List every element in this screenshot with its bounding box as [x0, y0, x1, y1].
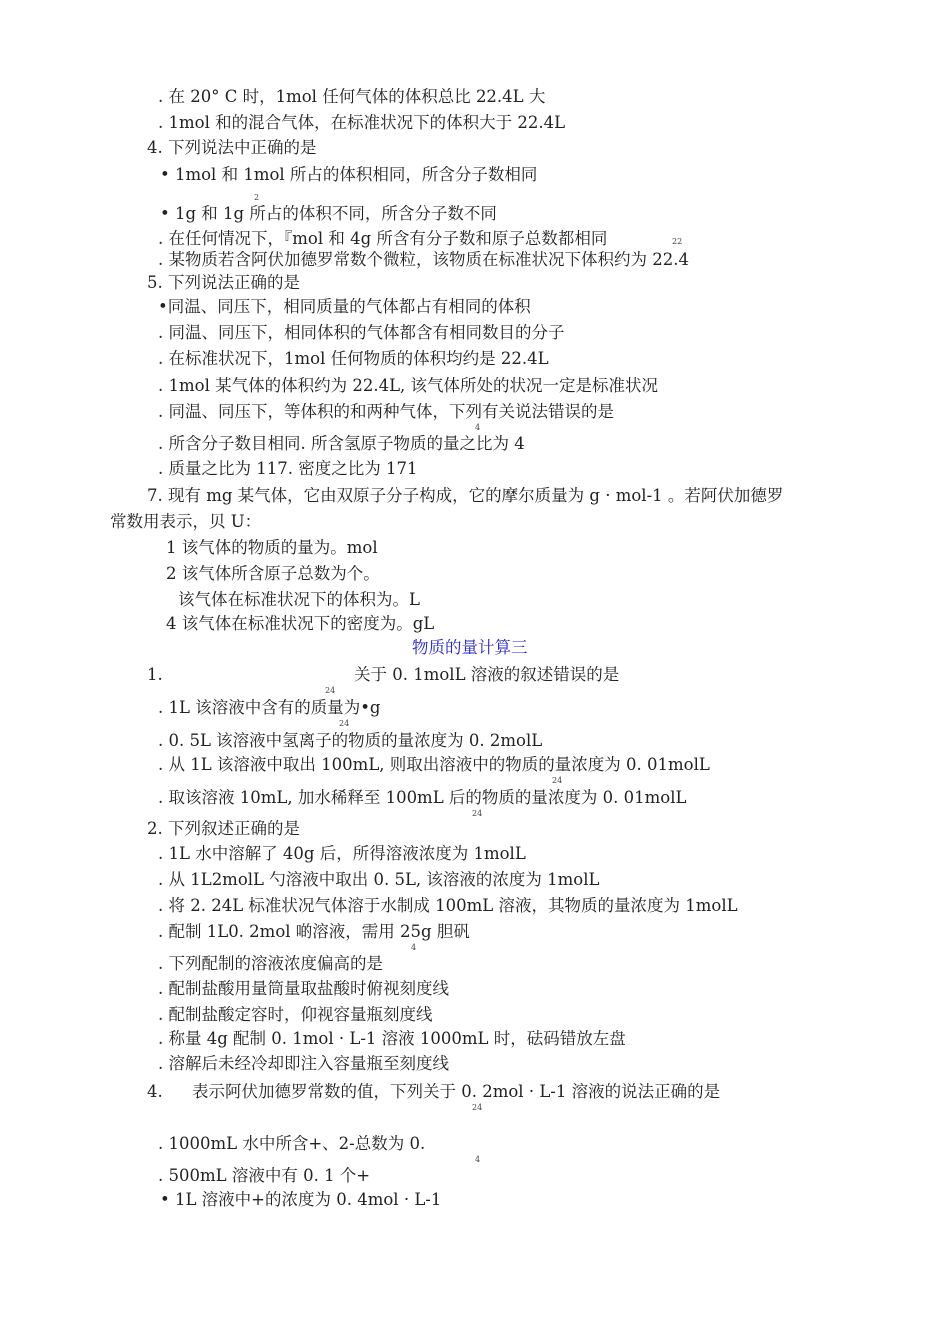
- text-line: . 某物质若含阿伏加德罗常数个微粒，该物质在标准状况下体积约为 22.4: [158, 250, 689, 269]
- text-line: . 1L 该溶液中含有的质量为•g: [158, 698, 381, 717]
- question-heading: 4. 下列说法中正确的是: [147, 138, 317, 157]
- question-number: 4.: [147, 1082, 163, 1101]
- superscript: 4: [411, 943, 417, 952]
- question-number: 1.: [147, 665, 163, 684]
- superscript: 22: [672, 237, 683, 246]
- superscript: 24: [552, 776, 563, 785]
- question-heading: 关于 0. 1molL 溶液的叙述错误的是: [354, 665, 620, 684]
- question-heading: 2. 下列叙述正确的是: [147, 819, 300, 838]
- text-line: • 1g 和 1g 所占的体积不同，所含分子数不同: [160, 204, 497, 223]
- text-line: 常数用表示，贝 U：: [110, 512, 262, 531]
- text-line: . 1mol 和的混合气体，在标准状况下的体积大于 22.4L: [158, 113, 566, 132]
- text-line: . 同温、同压下，相同体积的气体都含有相同数目的分子: [158, 323, 565, 342]
- text-line: . 下列配制的溶液浓度偏高的是: [158, 954, 383, 973]
- text-line: . 配制盐酸定容时，仰视容量瓶刻度线: [158, 1005, 433, 1024]
- superscript: 24: [339, 719, 350, 728]
- text-line: . 溶解后未经冷却即注入容量瓶至刻度线: [158, 1054, 449, 1073]
- text-line: . 从 1L2molL 勺溶液中取出 0. 5L, 该溶液的浓度为 1molL: [158, 870, 600, 889]
- text-line: • 1L 溶液中+的浓度为 0. 4mol · L-1: [160, 1190, 442, 1209]
- text-line: . 1mol 某气体的体积约为 22.4L, 该气体所处的状况一定是标准状况: [158, 376, 659, 395]
- superscript: 24: [325, 686, 336, 695]
- text-line: . 1000mL 水中所含+、2-总数为 0.: [158, 1134, 426, 1153]
- text-line: . 称量 4g 配制 0. 1mol · L-1 溶液 1000mL 时，砝码错放左盘: [158, 1029, 626, 1048]
- text-line: •同温、同压下，相同质量的气体都占有相同的体积: [158, 297, 531, 316]
- text-line: 4 该气体在标准状况下的密度为。gL: [166, 614, 435, 633]
- question-heading: 5. 下列说法正确的是: [147, 273, 300, 292]
- question-heading: 7. 现有 mg 某气体，它由双原子分子构成，它的摩尔质量为 g · mol-1 。若阿伏加德罗: [147, 486, 784, 505]
- superscript: 2: [254, 193, 260, 202]
- text-line: • 1mol 和 1mol 所占的体积相同，所含分子数相同: [160, 165, 538, 184]
- superscript: 4: [475, 423, 481, 432]
- superscript: 4: [475, 1155, 481, 1164]
- text-line: . 取该溶液 10mL, 加水稀释至 100mL 后的物质的量浓度为 0. 01molL: [158, 788, 687, 807]
- superscript: 24: [472, 809, 483, 818]
- text-line: . 配制盐酸用量筒量取盐酸时俯视刻度线: [158, 979, 449, 998]
- text-line: . 500mL 溶液中有 0. 1 个+: [158, 1166, 371, 1185]
- section-title: 物质的量计算三: [412, 638, 528, 657]
- text-line: . 配制 1L0. 2mol 啲溶液，需用 25g 胆矾: [158, 922, 470, 941]
- question-heading: 表示阿伏加德罗常数的值，下列关于 0. 2mol · L-1 溶液的说法正确的是: [192, 1082, 721, 1101]
- text-line: . 在标准状况下，1mol 任何物质的体积均约是 22.4L: [158, 349, 549, 368]
- text-line: . 将 2. 24L 标准状况气体溶于水制成 100mL 溶液，其物质的量浓度为 1molL: [158, 896, 738, 915]
- text-line: . 质量之比为 117. 密度之比为 171: [158, 459, 418, 478]
- text-line: . 同温、同压下，等体积的和两种气体，下列有关说法错误的是: [158, 402, 614, 421]
- text-line: . 在任何情况下，『mol 和 4g 所含有分子数和原子总数都相同: [158, 229, 608, 248]
- text-line: . 从 1L 该溶液中取出 100mL, 则取出溶液中的物质的量浓度为 0. 01molL: [158, 755, 710, 774]
- text-line: 2 该气体所含原子总数为个。: [166, 564, 380, 583]
- text-line: . 所含分子数目相同. 所含氢原子物质的量之比为 4: [158, 434, 525, 453]
- superscript: 24: [472, 1103, 483, 1112]
- text-line: . 0. 5L 该溶液中氢离子的物质的量浓度为 0. 2molL: [158, 731, 543, 750]
- text-line: . 在 20° C 时，1mol 任何气体的体积总比 22.4L 大: [158, 87, 546, 106]
- text-line: . 1L 水中溶解了 40g 后，所得溶液浓度为 1molL: [158, 844, 526, 863]
- text-line: 该气体在标准状况下的体积为。L: [178, 590, 420, 609]
- text-line: 1 该气体的物质的量为。mol: [166, 538, 378, 557]
